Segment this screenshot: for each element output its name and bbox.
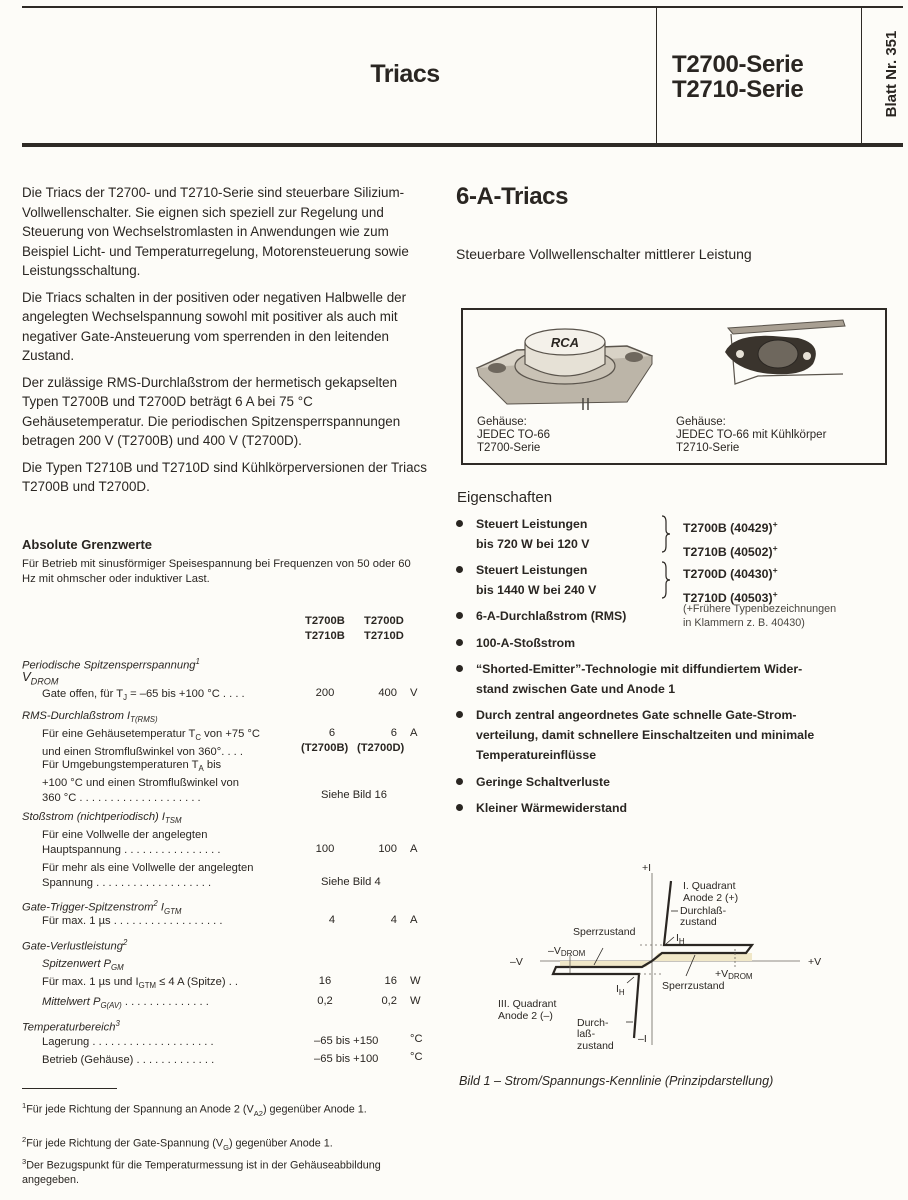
rating-row-label — [42, 727, 260, 760]
category-label: RMS-Durchlaßstrom — [22, 710, 128, 722]
package-figure — [461, 308, 887, 465]
type-name: T2700B (40429) — [683, 521, 773, 536]
caption-line: T2710-Serie — [676, 442, 740, 454]
unit: W — [410, 995, 421, 1007]
type-note — [683, 602, 836, 630]
ih-symbol: I — [616, 983, 619, 995]
value-d: 0,2 — [381, 995, 397, 1007]
bullet-icon — [456, 520, 463, 527]
to66-package-image — [467, 316, 667, 411]
category-label: Gate-Trigger-Spitzenstrom — [22, 901, 154, 914]
row-subscript: J — [123, 693, 127, 703]
row-text: . . . . . . . . . . . . . . — [121, 996, 209, 1008]
header-top-rule — [22, 6, 903, 8]
rating-category — [22, 1016, 120, 1036]
symbol: I — [161, 811, 165, 823]
value-range: –65 bis +100 — [314, 1053, 379, 1065]
quadrant-1-label: I. Quadrant — [683, 880, 736, 892]
row-text: Gate offen, für T — [42, 688, 124, 700]
vdrom-symbol: –V — [548, 945, 561, 957]
leader-line — [666, 937, 674, 944]
heatsink-package-image — [703, 314, 863, 394]
row-text: 360 °C . . . . . . . . . . . . . . . . . . . . — [42, 792, 201, 805]
symbol: I — [127, 710, 131, 722]
row-text: Für eine Vollwelle der angelegten — [42, 829, 208, 841]
feature-line: Durch zentral angeordnetes Gate schnelle Gate-Strom- — [476, 708, 797, 722]
symbol-subscript: T(RMS) — [130, 715, 158, 725]
footnote-number: 1 — [22, 1101, 27, 1110]
intro-paragraph: Die Triacs der T2700- und T2710-Serie sind steuerbare Silizium-Vollwellenschalter. Sie eignen sich speziell zur Regelung und Steuerung von Wechselstromlasten in Anwendungen wie zum Beispiel Licht- und Temperaturregelung, Motorensteuerung sowie Leistungsschaltung. — [22, 185, 409, 278]
ratings-title: Absolute Grenzwerte — [22, 537, 153, 552]
unit: V — [410, 687, 418, 699]
value-b: 6 — [328, 727, 336, 739]
on-state-label: zustand — [680, 916, 717, 928]
symbol: V — [22, 669, 31, 684]
row-subscript: GTM — [138, 981, 157, 991]
category-label: Stoßstrom (nichtperiodisch) — [22, 811, 162, 823]
type-name: T2700D (40430) — [683, 567, 773, 582]
row-subscript: A — [198, 764, 204, 774]
feature-line: “Shorted-Emitter”-Technologie mit diffundiertem Wider- — [476, 662, 803, 676]
value-d: 100 — [378, 843, 397, 855]
rating-row-label — [42, 995, 209, 1013]
value-d: 400 — [378, 687, 397, 699]
row-subscript: G(AV) — [100, 1001, 122, 1011]
row-text: und einen Stromflußwinkel von 360°. . . . — [42, 746, 243, 759]
feature-item — [476, 659, 802, 699]
rating-row-label — [42, 861, 253, 891]
footnote — [22, 1099, 422, 1121]
series-name: T2710-Serie — [672, 76, 804, 103]
caption-line: Gehäuse: — [477, 416, 527, 428]
value-d: 4 — [390, 914, 397, 926]
feature-line: stand zwischen Gate und Anode 1 — [476, 682, 676, 696]
intro-paragraph: Die Triacs schalten in der positiven oder negativen Halbwelle der angelegten Wechselspannung sowohl mit positiver als auch mit negativer Gate-Ansteuerung vom sperrenden in den leitenden Zustand. — [22, 289, 407, 363]
sheet-number: Blatt Nr. 351 — [883, 30, 900, 118]
type-mark: + — [772, 519, 778, 529]
footnote-subscript: G — [223, 1142, 229, 1152]
feature-item — [476, 560, 596, 600]
symbol-subscript: GTM — [163, 906, 182, 916]
column-header-line: T2700B — [305, 615, 345, 627]
footnote-subscript: A2 — [253, 1108, 263, 1118]
rating-row-label: Lagerung . . . . . . . . . . . . . . . . . . . . — [42, 1036, 214, 1048]
value-note-b: (T2700B) — [301, 742, 349, 754]
bullet-icon — [456, 778, 463, 785]
rating-category — [22, 935, 127, 955]
footnote-ref: 2 — [122, 938, 128, 947]
rating-row-label — [42, 758, 239, 806]
footnote-rule — [22, 1088, 117, 1089]
iv-characteristic-diagram — [490, 855, 850, 1055]
caption-line: T2700-Serie — [477, 442, 541, 454]
row-text: ≤ 4 A (Spitze) . . — [156, 976, 239, 988]
row-subscript: GM — [111, 963, 124, 973]
brace-icon — [660, 514, 672, 554]
off-state-label: Sperrzustand — [662, 980, 725, 992]
value-reference: Siehe Bild 16 — [321, 789, 387, 801]
feature-item: Geringe Schaltverluste — [476, 775, 610, 789]
unit: W — [410, 975, 421, 987]
feature-line: bis 1440 W bei 240 V — [476, 583, 597, 597]
page-title: Triacs — [370, 60, 440, 88]
package-caption — [477, 416, 550, 455]
plus-i-label: +I — [642, 862, 652, 874]
caption-line: JEDEC TO-66 mit Kühlkörper — [676, 429, 827, 441]
column-header-line: T2710B — [305, 630, 345, 642]
unit: °C — [410, 1033, 423, 1045]
ih-subscript: H — [618, 988, 625, 997]
row-text: Für Umgebungstemperaturen T — [42, 759, 199, 771]
row-text: = –65 bis +100 °C . . . . — [126, 688, 245, 700]
feature-line: Temperatureinflüsse — [476, 748, 597, 762]
rca-logo: RCA — [550, 335, 580, 350]
bullet-icon — [456, 566, 463, 573]
intro-paragraph: Der zulässige RMS-Durchlaßstrom der hermetisch gekapselten Typen T2700B und T2700D beträgt 6 A bei 75 °C Gehäusetemperatur. Die periodischen Spitzensperrspannungen betragen 200 V (T2700B) und 400 V (T2700D). — [22, 374, 401, 448]
footnote-ref: 2 — [153, 899, 158, 908]
product-subtitle: Steuerbare Vollwellenschalter mittlerer Leistung — [456, 246, 752, 262]
category-label: Periodische Spitzensperrspannung — [22, 659, 196, 672]
header-bottom-rule — [22, 143, 903, 147]
leader-line — [627, 977, 634, 983]
footnote-ref: 1 — [195, 657, 200, 666]
package-caption — [676, 416, 826, 455]
figure-caption: Bild 1 – Strom/Spannungs-Kennlinie (Prinzipdarstellung) — [459, 1074, 774, 1088]
rating-row-label: Betrieb (Gehäuse) . . . . . . . . . . . . . — [42, 1054, 215, 1066]
row-text: Hauptspannung . . . . . . . . . . . . . . . . — [42, 844, 221, 856]
unit: A — [410, 843, 418, 855]
type-list — [683, 514, 778, 562]
vdrom-symbol: +V — [715, 968, 729, 980]
row-subscript: C — [195, 733, 202, 743]
category-label: Gate-Verlustleistung — [22, 940, 123, 953]
feature-item — [476, 514, 589, 554]
off-state-area — [652, 953, 752, 961]
row-text: Für mehr als eine Vollwelle der angelegten — [42, 862, 254, 874]
column-header-line: T2700D — [364, 615, 404, 627]
vdrom-subscript: DROM — [728, 972, 753, 981]
ih-subscript: H — [678, 937, 685, 946]
header-divider — [861, 7, 862, 144]
value-note-d: (T2700D) — [357, 742, 405, 754]
unit: °C — [410, 1051, 423, 1063]
note-line: in Klammern z. B. 40430) — [683, 617, 805, 629]
intro-text — [22, 183, 432, 504]
footnote-text: Für jede Richtung der Gate-Spannung (V — [26, 1137, 224, 1150]
minus-i-label: –I — [638, 1033, 647, 1045]
row-text: bis — [203, 759, 222, 771]
value-b: 16 — [318, 975, 332, 987]
symbol: I — [157, 901, 164, 914]
quadrant-1-label: Anode 2 (+) — [683, 892, 739, 904]
feature-item: 100-A-Stoßstrom — [476, 636, 576, 650]
row-text: Für eine Gehäusetemperatur T — [42, 728, 196, 740]
value-reference: Siehe Bild 4 — [321, 876, 381, 888]
footnote — [22, 1133, 422, 1155]
bullet-icon — [456, 639, 463, 646]
on-state-label: zustand — [577, 1040, 614, 1052]
unit: A — [410, 727, 418, 739]
type-mark: + — [772, 565, 778, 575]
row-text: Spannung . . . . . . . . . . . . . . . . . . . — [42, 877, 212, 889]
brace-icon — [660, 560, 672, 600]
column-header-d — [364, 614, 404, 644]
quadrant-3-label: III. Quadrant — [498, 998, 557, 1010]
on-state-label: Durchlaß- — [680, 905, 727, 917]
feature-line: Steuert Leistungen — [476, 517, 588, 531]
ih-symbol: I — [676, 932, 679, 944]
footnote-number: 2 — [22, 1135, 27, 1144]
column-header-b — [305, 614, 345, 644]
rating-sub-category — [42, 957, 124, 975]
footnote-text: Für jede Richtung der Spannung an Anode 2 (V — [26, 1103, 254, 1116]
row-text: von +75 °C — [201, 728, 260, 740]
row-text: Mittelwert P — [42, 996, 101, 1008]
feature-item: Kleiner Wärmewiderstand — [476, 801, 628, 815]
footnote-text: Der Bezugspunkt für die Temperaturmessung ist in der Gehäuseabbildung angegeben. — [22, 1159, 381, 1186]
header-divider — [656, 7, 657, 144]
footnote-ref: 3 — [115, 1019, 120, 1028]
caption-line: Gehäuse: — [676, 416, 726, 428]
feature-line: Steuert Leistungen — [476, 563, 588, 577]
ratings-subtitle: Für Betrieb mit sinusförmiger Speisespannung bei Frequenzen von 50 oder 60 Hz mit ohmscher oder induktiver Last. — [22, 558, 411, 585]
type-item — [683, 560, 778, 584]
feature-line: verteilung, damit schnellere Einschaltzeiten und minimale — [476, 728, 815, 742]
plus-v-label: +V — [808, 956, 822, 968]
bullet-icon — [456, 612, 463, 619]
rating-category — [22, 709, 158, 727]
footnote-text: ) gegenüber Anode 1. — [228, 1137, 333, 1150]
rating-row-label — [42, 828, 220, 858]
type-item — [683, 538, 778, 562]
ih-label — [616, 983, 625, 997]
value-range: –65 bis +150 — [314, 1035, 379, 1047]
row-text: +100 °C und einen Stromflußwinkel von — [42, 777, 239, 790]
value-d: 16 — [384, 975, 397, 987]
rating-row-label — [42, 975, 238, 993]
row-text: Spitzenwert P — [42, 958, 112, 970]
feature-line: bis 720 W bei 120 V — [476, 537, 590, 551]
category-label: Temperaturbereich — [22, 1021, 116, 1034]
symbol-subscript: DROM — [30, 676, 59, 687]
footnote — [22, 1155, 422, 1187]
rating-category — [22, 810, 182, 828]
rating-row-label — [42, 687, 245, 705]
intro-paragraph: Die Typen T2710B und T2710D sind Kühlkörperversionen der Triacs T2700B und T2700D. — [22, 459, 427, 494]
type-name: T2710B (40502) — [683, 545, 773, 560]
series-name: T2700-Serie — [672, 51, 804, 78]
value-b: 0,2 — [317, 995, 333, 1007]
feature-item — [476, 705, 814, 765]
feature-item: 6-A-Durchlaßstrom (RMS) — [476, 609, 627, 623]
type-list — [683, 560, 778, 608]
off-state-label: Sperrzustand — [573, 926, 636, 938]
caption-line: JEDEC TO-66 — [477, 429, 551, 441]
on-state-label: laß- — [577, 1028, 596, 1040]
bullet-icon — [456, 804, 463, 811]
vdrom-pos-label — [715, 968, 753, 981]
value-b: 200 — [315, 687, 335, 699]
footnote-text: ) gegenüber Anode 1. — [262, 1103, 367, 1116]
on-state-label: Durch- — [577, 1017, 609, 1029]
quadrant-3-label: Anode 2 (–) — [498, 1010, 553, 1022]
note-line: (+Frühere Typenbezeichnungen — [683, 603, 837, 615]
features-title: Eigenschaften — [457, 489, 553, 506]
column-header-line: T2710D — [364, 630, 404, 642]
type-mark: + — [772, 543, 778, 554]
series-title — [672, 52, 852, 102]
type-item — [683, 514, 778, 538]
vdrom-neg-label — [548, 945, 586, 958]
value-b: 100 — [315, 843, 335, 855]
symbol-subscript: TSM — [165, 816, 182, 826]
rating-row-label: Für max. 1 µs . . . . . . . . . . . . . . . . . . — [42, 915, 223, 927]
row-text: Für max. 1 µs und I — [42, 976, 139, 988]
value-d: 6 — [390, 727, 397, 739]
bullet-icon — [456, 665, 463, 672]
type-name: T2710D (40503) — [683, 591, 773, 606]
unit: A — [410, 914, 418, 926]
minus-v-label: –V — [510, 956, 523, 968]
ih-label — [676, 932, 685, 946]
value-b: 4 — [328, 914, 336, 926]
type-mark: + — [772, 589, 778, 600]
product-title: 6-A-Triacs — [456, 183, 569, 210]
bullet-icon — [456, 711, 463, 718]
vdrom-subscript: DROM — [560, 949, 586, 958]
footnote-number: 3 — [22, 1157, 27, 1166]
